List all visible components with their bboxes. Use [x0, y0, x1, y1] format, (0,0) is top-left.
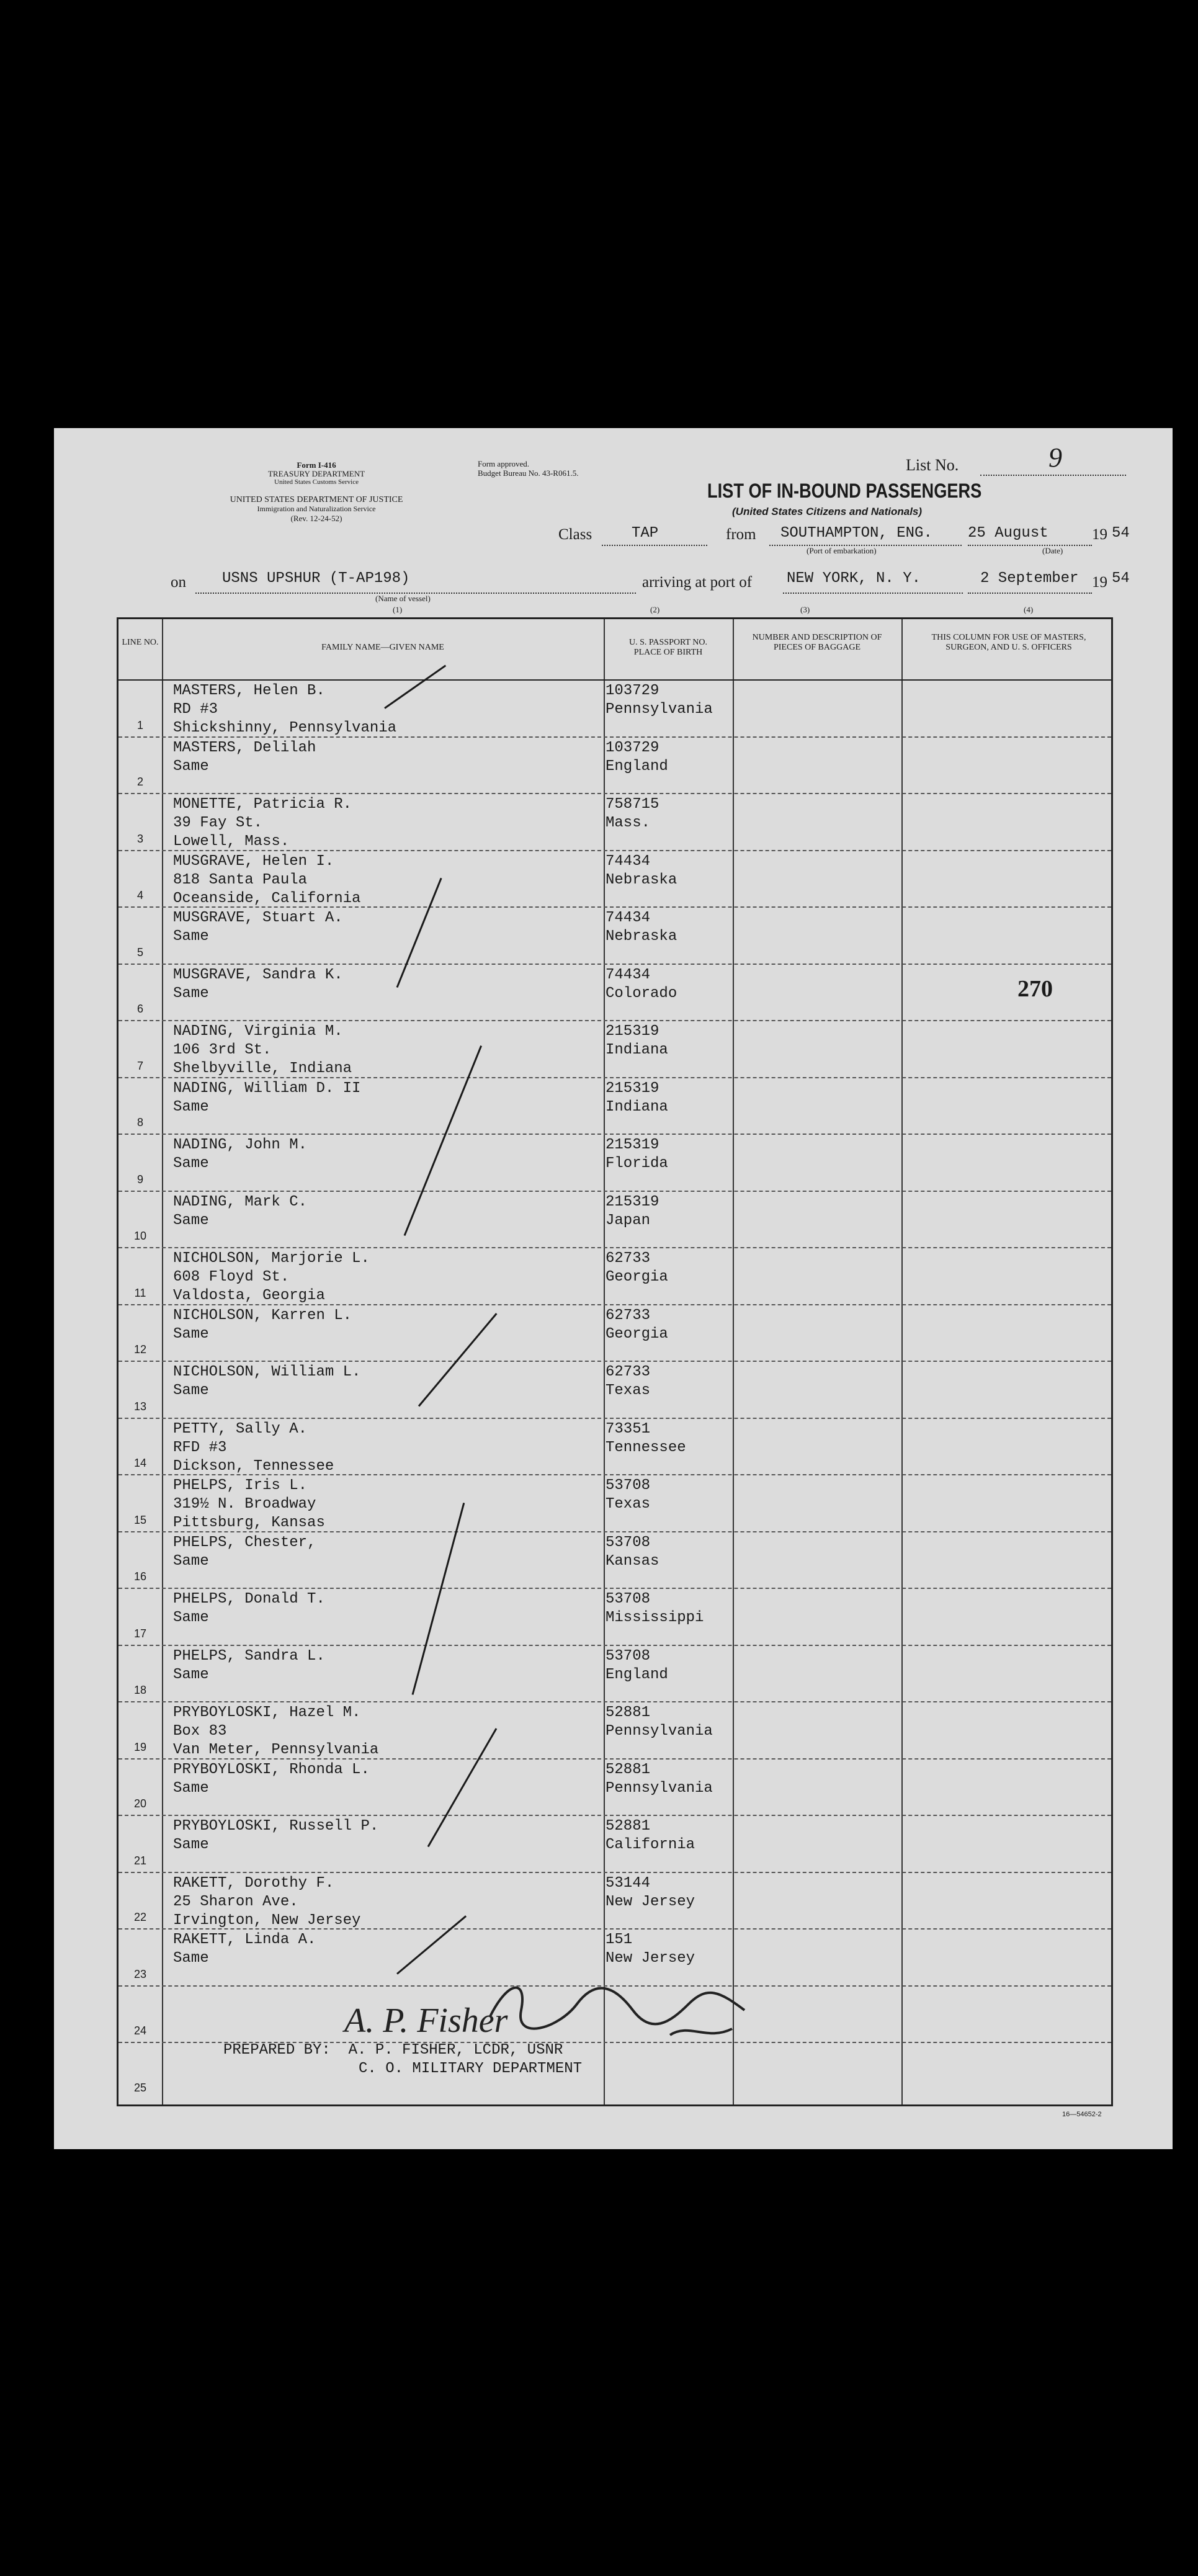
- passenger-address: Van Meter, Pennsylvania: [173, 1742, 379, 1758]
- line-number: 24: [133, 2024, 147, 2037]
- signature: A. P. Fisher: [344, 2001, 508, 2040]
- line-number: 22: [133, 1911, 147, 1923]
- passenger-name: NICHOLSON, Marjorie L.: [173, 1250, 370, 1267]
- column-number-4: (4): [1024, 605, 1034, 614]
- passenger-address: 818 Santa Paula: [173, 871, 308, 888]
- treasury-department: TREASURY DEPARTMENT: [267, 469, 365, 478]
- passenger-name: NICHOLSON, Karren L.: [173, 1307, 352, 1324]
- passenger-address: Same: [173, 1666, 209, 1683]
- passenger-address: Oceanside, California: [173, 890, 361, 907]
- place-of-birth: Colorado: [606, 985, 677, 1002]
- place-of-birth: Georgia: [606, 1269, 668, 1286]
- passenger-name: MUSGRAVE, Helen I.: [173, 852, 334, 870]
- class-value: TAP: [632, 525, 659, 542]
- line-number: 13: [133, 1400, 147, 1413]
- row-divider: [118, 793, 1111, 794]
- line-number: 2: [136, 776, 143, 788]
- line-number: 16: [133, 1570, 147, 1583]
- place-of-birth: Nebraska: [606, 928, 677, 945]
- line-number: 3: [136, 832, 143, 845]
- arrival-year-prefix: 19: [1092, 574, 1107, 591]
- column-number-1: (1): [393, 605, 403, 614]
- col-header-baggage: NUMBER AND DESCRIPTION OF PIECES OF BAGGAGE: [752, 633, 882, 652]
- passenger-name: NADING, John M.: [173, 1137, 308, 1153]
- on-label: on: [171, 574, 186, 591]
- col-header-name: FAMILY NAME—GIVEN NAME: [321, 643, 444, 652]
- passenger-name: NICHOLSON, William L.: [173, 1364, 361, 1380]
- passenger-name: PHELPS, Chester,: [173, 1534, 316, 1551]
- passenger-name: PHELPS, Sandra L.: [173, 1647, 325, 1665]
- passenger-address: Dickson, Tennessee: [173, 1457, 334, 1475]
- row-divider: [118, 1134, 1111, 1135]
- passport-number: 73351: [606, 1420, 651, 1438]
- passport-number: 52881: [606, 1704, 651, 1721]
- col-header-passport: U. S. PASSPORT NO. PLACE OF BIRTH: [629, 638, 707, 657]
- col-divider: [733, 619, 734, 2104]
- vessel-name: USNS UPSHUR (T-AP198): [222, 570, 410, 587]
- passenger-name: MUSGRAVE, Stuart A.: [173, 910, 343, 926]
- officer-note: 270: [1017, 976, 1053, 1002]
- column-number-2: (2): [650, 605, 660, 614]
- passenger-name: NADING, William D. II: [173, 1080, 361, 1097]
- from-label: from: [726, 526, 756, 543]
- line-number: 11: [134, 1286, 146, 1299]
- row-divider: [118, 1191, 1111, 1192]
- passenger-name: PRYBOYLOSKI, Hazel M.: [173, 1704, 361, 1721]
- passenger-address: Lowell, Mass.: [173, 833, 290, 850]
- budget-bureau: Budget Bureau No. 43-R061.5.: [478, 468, 579, 478]
- row-divider: [118, 1645, 1111, 1646]
- passenger-address: Same: [173, 1836, 209, 1853]
- line-number: 4: [136, 889, 143, 901]
- place-of-birth: Kansas: [606, 1552, 659, 1570]
- passenger-address: 25 Sharon Ave.: [173, 1893, 298, 1910]
- form-approved: Form approved.: [478, 459, 530, 468]
- passport-number: 52881: [606, 1761, 651, 1778]
- passenger-address: RD #3: [173, 701, 218, 718]
- passport-number: 103729: [606, 682, 659, 699]
- arrival-date: 2 September: [980, 570, 1079, 587]
- passenger-name: MASTERS, Helen B.: [173, 682, 325, 699]
- list-number-line: [980, 475, 1126, 476]
- passenger-name: MONETTE, Patricia R.: [173, 796, 352, 813]
- arrival-port-line: [783, 593, 963, 594]
- date-line: [968, 545, 1092, 546]
- passenger-address: Shickshinny, Pennsylvania: [173, 720, 397, 736]
- line-number: 6: [136, 1003, 143, 1015]
- line-number: 15: [133, 1513, 147, 1526]
- passport-number: 151: [606, 1931, 633, 1948]
- passenger-name: PRYBOYLOSKI, Russell P.: [173, 1818, 379, 1835]
- place-of-birth: Texas: [606, 1496, 651, 1513]
- row-divider: [118, 1247, 1111, 1248]
- passport-number: 52881: [606, 1818, 651, 1835]
- port-of-embarkation: SOUTHAMPTON, ENG.: [780, 525, 932, 542]
- col-header-officers: THIS COLUMN FOR USE OF MASTERS, SURGEON, AND U. S. OFFICERS: [931, 633, 1086, 652]
- place-of-birth: Texas: [606, 1382, 651, 1399]
- passport-number: 215319: [606, 1023, 659, 1040]
- immigration-service: Immigration and Naturalization Service: [257, 504, 376, 513]
- line-number: 25: [133, 2081, 147, 2094]
- passenger-name: PHELPS, Iris L.: [173, 1477, 308, 1494]
- place-of-birth: Florida: [606, 1155, 668, 1172]
- line-number: 21: [133, 1854, 147, 1867]
- line-number: 9: [136, 1173, 143, 1186]
- officer-signature-scribble: [484, 1967, 782, 2047]
- passenger-name: MASTERS, Delilah: [173, 739, 316, 756]
- col-header-line: LINE NO.: [122, 638, 159, 647]
- place-of-birth: Nebraska: [606, 871, 677, 888]
- departure-year-prefix: 19: [1092, 526, 1107, 543]
- line-number: 8: [136, 1116, 143, 1129]
- passport-number: 215319: [606, 1080, 659, 1097]
- line-number: 18: [133, 1684, 147, 1696]
- passport-number: 62733: [606, 1364, 651, 1380]
- arriving-label: arriving at port of: [642, 574, 753, 591]
- col-divider: [162, 619, 163, 2104]
- place-of-birth: Mass.: [606, 815, 651, 831]
- line-number: 17: [133, 1627, 147, 1640]
- row-divider: [118, 1418, 1111, 1419]
- passenger-address: Same: [173, 1098, 209, 1116]
- list-number: 9: [1048, 442, 1062, 473]
- passenger-address: Same: [173, 1779, 209, 1797]
- date-caption: (Date): [1042, 546, 1063, 555]
- passport-number: 53708: [606, 1647, 651, 1665]
- line-number: 20: [133, 1797, 147, 1810]
- passenger-name: MUSGRAVE, Sandra K.: [173, 966, 343, 983]
- row-divider: [118, 1815, 1111, 1816]
- passenger-address: 319½ N. Broadway: [173, 1496, 316, 1513]
- column-number-3: (3): [800, 605, 810, 614]
- form-number: Form I-416: [297, 460, 336, 470]
- place-of-birth: Japan: [606, 1212, 651, 1229]
- passenger-address: Shelbyville, Indiana: [173, 1060, 352, 1077]
- vessel-caption: (Name of vessel): [375, 594, 431, 603]
- place-of-birth: Pennsylvania: [606, 701, 713, 718]
- passenger-name: RAKETT, Dorothy F.: [173, 1874, 334, 1892]
- departure-date: 25 August: [968, 525, 1048, 542]
- passenger-address: Same: [173, 1552, 209, 1570]
- military-department: C. O. MILITARY DEPARTMENT: [359, 2060, 583, 2077]
- arrival-date-line: [968, 593, 1092, 594]
- row-divider: [118, 1588, 1111, 1589]
- departure-year: 54: [1112, 525, 1130, 542]
- passenger-address: Same: [173, 928, 209, 945]
- embark-caption: (Port of embarkation): [807, 546, 877, 555]
- arrival-port: NEW YORK, N. Y.: [787, 570, 921, 587]
- passenger-name: NADING, Virginia M.: [173, 1023, 343, 1040]
- passenger-name: NADING, Mark C.: [173, 1193, 308, 1210]
- passport-number: 53708: [606, 1534, 651, 1551]
- signature-stroke: [490, 1988, 744, 2035]
- line-number: 19: [133, 1740, 147, 1753]
- line-number: 23: [133, 1967, 147, 1980]
- passenger-name: PRYBOYLOSKI, Rhonda L.: [173, 1761, 370, 1778]
- passenger-address: Same: [173, 1950, 209, 1967]
- passenger-address: 106 3rd St.: [173, 1042, 272, 1058]
- place-of-birth: New Jersey: [606, 1893, 695, 1910]
- customs-service: United States Customs Service: [274, 478, 359, 486]
- passenger-address: Pittsburg, Kansas: [173, 1514, 325, 1531]
- place-of-birth: Indiana: [606, 1098, 668, 1116]
- passenger-name: RAKETT, Linda A.: [173, 1931, 316, 1948]
- line-number: 7: [136, 1059, 143, 1072]
- line-number: 10: [133, 1230, 147, 1242]
- passenger-name: PETTY, Sally A.: [173, 1420, 308, 1438]
- passport-number: 62733: [606, 1250, 651, 1267]
- passport-number: 758715: [606, 796, 659, 813]
- passenger-address: 608 Floyd St.: [173, 1269, 290, 1286]
- passenger-address: 39 Fay St.: [173, 815, 263, 831]
- place-of-birth: Indiana: [606, 1042, 668, 1058]
- footer-code: 16—54652-2: [1062, 2111, 1102, 2118]
- arrival-year: 54: [1112, 570, 1130, 587]
- passport-number: 53708: [606, 1591, 651, 1608]
- passenger-address: Same: [173, 1609, 209, 1626]
- passenger-address: Irvington, New Jersey: [173, 1912, 361, 1929]
- line-number: 1: [136, 718, 143, 731]
- row-divider: [118, 1020, 1111, 1021]
- row-divider: [118, 964, 1111, 965]
- passenger-address: Same: [173, 985, 209, 1002]
- prepared-by: PREPARED BY: A. P. FISHER, LCDR, USNR: [223, 2042, 563, 2059]
- place-of-birth: England: [606, 1666, 668, 1683]
- passenger-address: Box 83: [173, 1723, 227, 1740]
- passport-number: 103729: [606, 739, 659, 756]
- line-number: 12: [133, 1343, 147, 1356]
- place-of-birth: Pennsylvania: [606, 1779, 713, 1797]
- passenger-address: Valdosta, Georgia: [173, 1287, 325, 1304]
- passport-number: 74434: [606, 966, 651, 983]
- row-divider: [118, 1701, 1111, 1702]
- place-of-birth: Tennessee: [606, 1439, 686, 1456]
- place-of-birth: Georgia: [606, 1325, 668, 1343]
- place-of-birth: Mississippi: [606, 1609, 704, 1626]
- class-label: Class: [558, 526, 592, 543]
- passport-number: 62733: [606, 1307, 651, 1324]
- passport-number: 215319: [606, 1193, 659, 1210]
- place-of-birth: Pennsylvania: [606, 1723, 713, 1740]
- document-title: LIST OF IN-BOUND PASSENGERS: [707, 480, 982, 502]
- passport-number: 215319: [606, 1137, 659, 1153]
- passenger-address: Same: [173, 1212, 209, 1229]
- col-divider: [901, 619, 903, 2104]
- document-subtitle: (United States Citizens and Nationals): [732, 506, 923, 517]
- col-divider: [604, 619, 605, 2104]
- place-of-birth: New Jersey: [606, 1950, 695, 1967]
- passport-number: 74434: [606, 910, 651, 926]
- passenger-address: Same: [173, 758, 209, 775]
- row-divider: [118, 1872, 1111, 1873]
- passenger-address: Same: [173, 1382, 209, 1399]
- passenger-address: RFD #3: [173, 1439, 227, 1456]
- department-of-justice: UNITED STATES DEPARTMENT OF JUSTICE: [230, 495, 403, 504]
- row-divider: [118, 1361, 1111, 1362]
- passenger-name: PHELPS, Donald T.: [173, 1591, 325, 1608]
- place-of-birth: England: [606, 758, 668, 775]
- header-divider: [118, 679, 1111, 681]
- class-line: [602, 545, 707, 546]
- line-number: 14: [133, 1457, 147, 1469]
- passport-number: 53708: [606, 1477, 651, 1494]
- passenger-table: [117, 617, 1113, 2106]
- line-number: 5: [136, 946, 143, 959]
- passenger-address: Same: [173, 1155, 209, 1172]
- revision-date: (Rev. 12-24-52): [290, 514, 342, 523]
- passport-number: 74434: [606, 852, 651, 870]
- passenger-address: Same: [173, 1325, 209, 1343]
- list-number-label: List No.: [906, 456, 959, 474]
- place-of-birth: California: [606, 1836, 695, 1853]
- passport-number: 53144: [606, 1874, 651, 1892]
